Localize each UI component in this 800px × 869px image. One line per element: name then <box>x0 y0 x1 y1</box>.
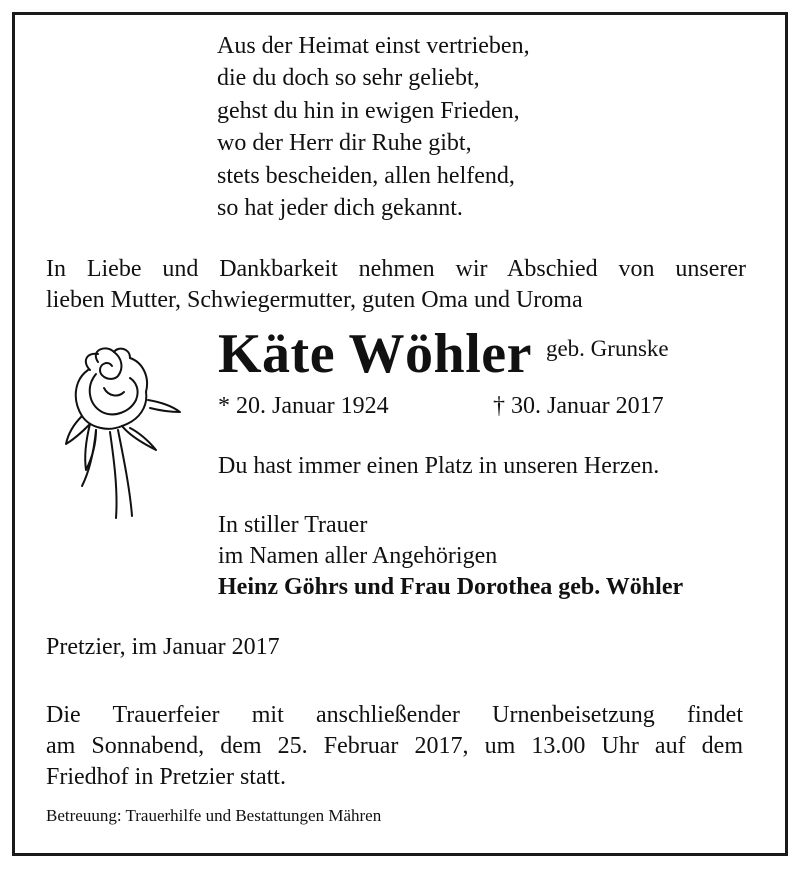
poem-line: Aus der Heimat einst vertrieben, <box>217 33 530 59</box>
service-line: Friedhof in Pretzier statt. <box>46 764 286 790</box>
service-line: am Sonnabend, dem 25. Februar 2017, um 13.00 Uhr auf dem <box>46 733 743 759</box>
poem-line: die du doch so sehr geliebt, <box>217 65 480 92</box>
intro-line: In Liebe und Dankbarkeit nehmen wir Abschied von unserer <box>46 256 746 282</box>
deceased-name-row <box>218 322 669 386</box>
deceased-name: Käte Wöhler <box>218 323 532 385</box>
poem <box>217 30 530 224</box>
funeral-service-info <box>46 700 743 793</box>
remembrance-line: Du hast immer einen Platz in unseren Herzen. <box>218 453 660 479</box>
death-date: † 30. Januar 2017 <box>493 393 664 419</box>
poem-line: wo der Herr dir Ruhe gibt, <box>217 130 472 157</box>
maiden-name: geb. Grunske <box>545 336 669 361</box>
intro-line: lieben Mutter, Schwiegermutter, guten Oma und Uroma <box>46 287 583 313</box>
service-line: Die Trauerfeier mit anschließender Urnenbeisetzung findet <box>46 702 743 728</box>
birth-date: * 20. Januar 1924 <box>218 393 389 419</box>
poem-line: so hat jeder dich gekannt. <box>217 195 463 222</box>
mourning-block <box>218 510 683 603</box>
mourning-line: In stiller Trauer <box>218 512 368 538</box>
poem-line: gehst du hin in ewigen Frieden, <box>217 97 520 124</box>
intro-text <box>46 254 746 316</box>
rose-icon <box>60 340 185 520</box>
undertaker-credit: Betreuung: Trauerhilfe und Bestattungen Mähren <box>46 806 382 825</box>
poem-line: stets bescheiden, allen helfend, <box>217 162 515 189</box>
mourners-names: Heinz Göhrs und Frau Dorothea geb. Wöhler <box>218 574 684 600</box>
place-date: Pretzier, im Januar 2017 <box>46 634 280 660</box>
mourning-line: im Namen aller Angehörigen <box>218 543 498 569</box>
